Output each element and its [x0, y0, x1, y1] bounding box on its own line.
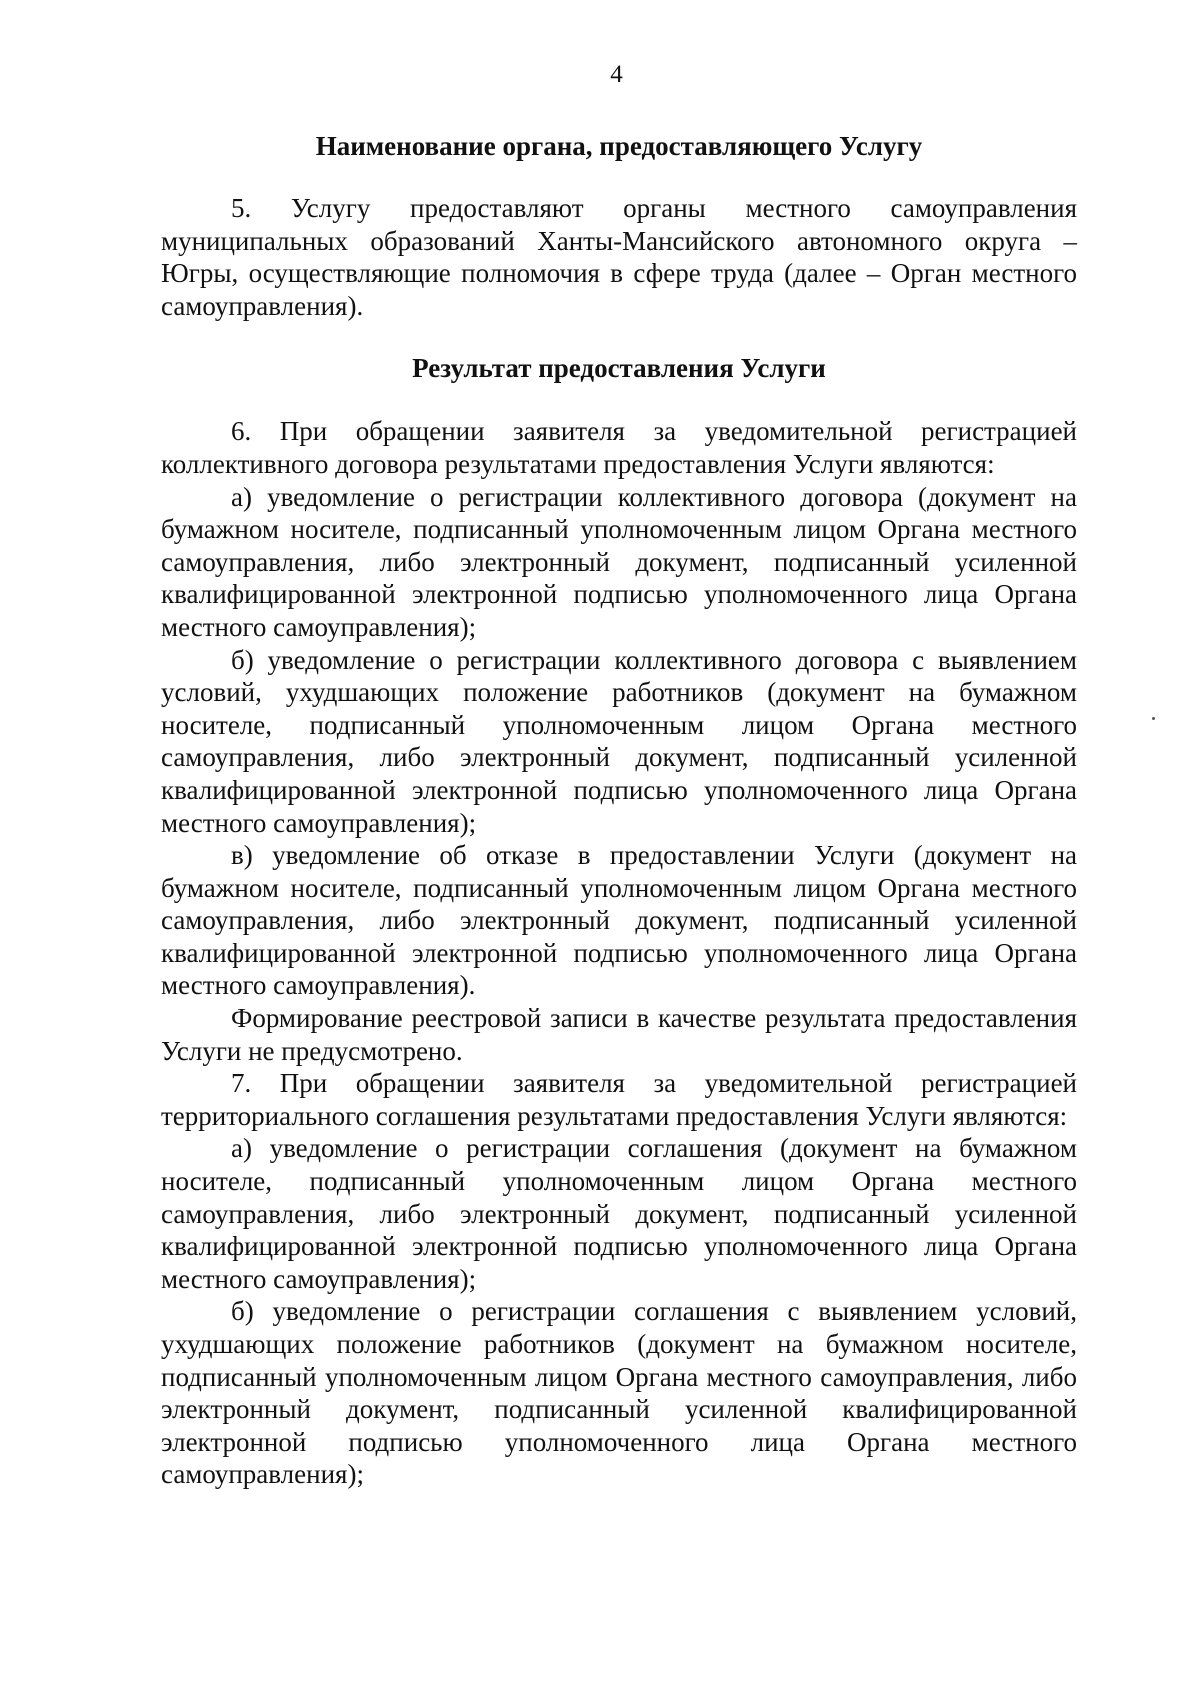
paragraph-6: 6. При обращении заявителя за уведомительной регистрацией коллективного договора результатами предоставления Услуги являются:	[161, 416, 1077, 479]
paragraph-6-a: а) уведомление о регистрации коллективного договора (документ на бумажном носителе, подписанный уполномоченным лицом Органа местного самоуправления, либо электронный документ, подписанный усиленной квалифицированной электронной подписью уполномоченного лица Органа местного самоуправления);	[161, 481, 1077, 642]
page-number: 4	[610, 61, 623, 88]
paragraph-6-v: в) уведомление об отказе в предоставлении Услуги (документ на бумажном носителе, подписанный уполномоченным лицом Органа местного самоуправления, либо электронный документ, подписанный усиленной квалифицированной электронной подписью уполномоченного лица Органа местного самоуправления).	[161, 840, 1077, 1001]
paragraph-7: 7. При обращении заявителя за уведомительной регистрацией территориального соглашения результатами предоставления Услуги являются:	[161, 1068, 1077, 1131]
section-heading-authority: Наименование органа, предоставляющего Услугу	[315, 131, 923, 161]
document-body	[161, 130, 1077, 1491]
paragraph-registry-note: Формирование реестровой записи в качестве результата предоставления Услуги не предусмотрено.	[161, 1003, 1077, 1066]
paragraph-7-a: а) уведомление о регистрации соглашения (документ на бумажном носителе, подписанный уполномоченным лицом Органа местного самоуправления, либо электронный документ, подписанный усиленной квалифицированной электронной подписью уполномоченного лица Органа местного самоуправления);	[161, 1133, 1077, 1294]
paragraph-6-b: б) уведомление о регистрации коллективного договора с выявлением условий, ухудшающих положение работников (документ на бумажном носителе, подписанный уполномоченным лицом Органа местного самоуправления, либо электронный документ, подписанный усиленной квалифицированной электронной подписью уполномоченного лица Органа местного самоуправления);	[161, 644, 1077, 838]
scan-speck	[1152, 717, 1155, 720]
section-heading-result: Результат предоставления Услуги	[412, 353, 826, 384]
paragraph-7-b: б) уведомление о регистрации соглашения с выявлением условий, ухудшающих положение работников (документ на бумажном носителе, подписанный уполномоченным лицом Органа местного самоуправления, либо электронный документ, подписанный усиленной квалифицированной электронной подписью уполномоченного лица Органа местного самоуправления);	[161, 1296, 1077, 1490]
paragraph-5: 5. Услугу предоставляют органы местного самоуправления муниципальных образований Ханты-Мансийского автономного округа – Югры, осуществляющие полномочия в сфере труда (далее – Орган местного самоуправления).	[161, 193, 1077, 321]
